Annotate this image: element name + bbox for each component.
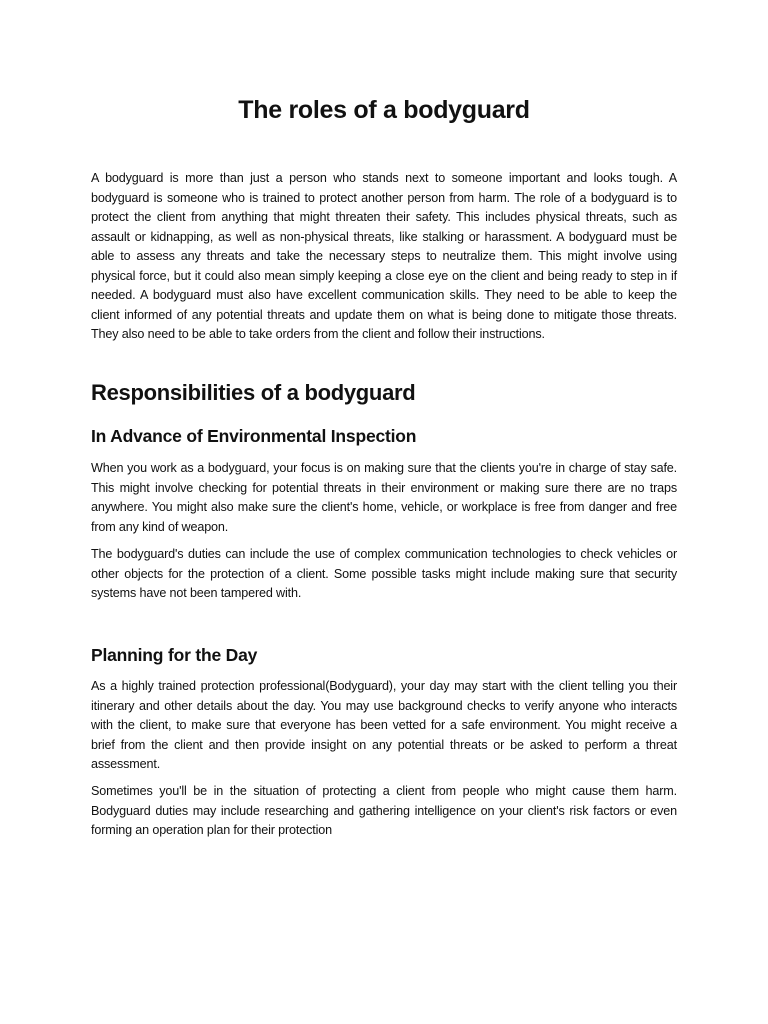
advance-inspection-paragraph-2: The bodyguard's duties can include the use of complex communication technologies to check vehicles or other objects for the protection of a client. Some possible tasks might include making sure that security systems have not been tampered with. — [91, 547, 677, 600]
advance-inspection-paragraph-1: When you work as a bodyguard, your focus is on making sure that the clients you're in charge of stay safe. This might involve checking for potential threats in their environment or making sure there are no traps anywhere. You might also make sure the client's home, vehicle, or workplace is free from danger and free from any kind of weapon. — [91, 461, 677, 534]
planning-paragraph-2: Sometimes you'll be in the situation of protecting a client from people who might cause them harm. Bodyguard duties may include researching and gathering intelligence on your client's risk factors or even forming an operation plan for their protection — [91, 784, 677, 837]
advance-inspection-heading: In Advance of Environmental Inspection — [91, 426, 417, 446]
planning-heading: Planning for the Day — [91, 645, 258, 665]
responsibilities-heading: Responsibilities of a bodyguard — [91, 380, 416, 405]
intro-paragraph: A bodyguard is more than just a person who stands next to someone important and looks tough. A bodyguard is someone who is trained to protect another person from harm. The role of a bodyguard is to protect the client from anything that might threaten their safety. This includes physical threats, such as assault or kidnapping, as well as non-physical threats, like stalking or harassment. A bodyguard must be able to assess any threats and take the necessary steps to neutralize them. This might involve using physical force, but it could also mean simply keeping a close eye on the client and being ready to step in if needed. A bodyguard must also have excellent communication skills. They need to be able to keep the client informed of any potential threats and update them on what is being done to mitigate those threats. They also need to be able to take orders from the client and follow their instructions. — [91, 171, 677, 341]
planning-paragraph-1: As a highly trained protection professional(Bodyguard), your day may start with the client telling you their itinerary and other details about the day. You may use background checks to verify anyone who interacts with the client, to make sure that everyone has been vetted for a safe environment. You might receive a brief from the client and then provide insight on any potential threats or be asked to perform a threat assessment. — [91, 679, 677, 771]
page-title: The roles of a bodyguard — [238, 96, 530, 124]
